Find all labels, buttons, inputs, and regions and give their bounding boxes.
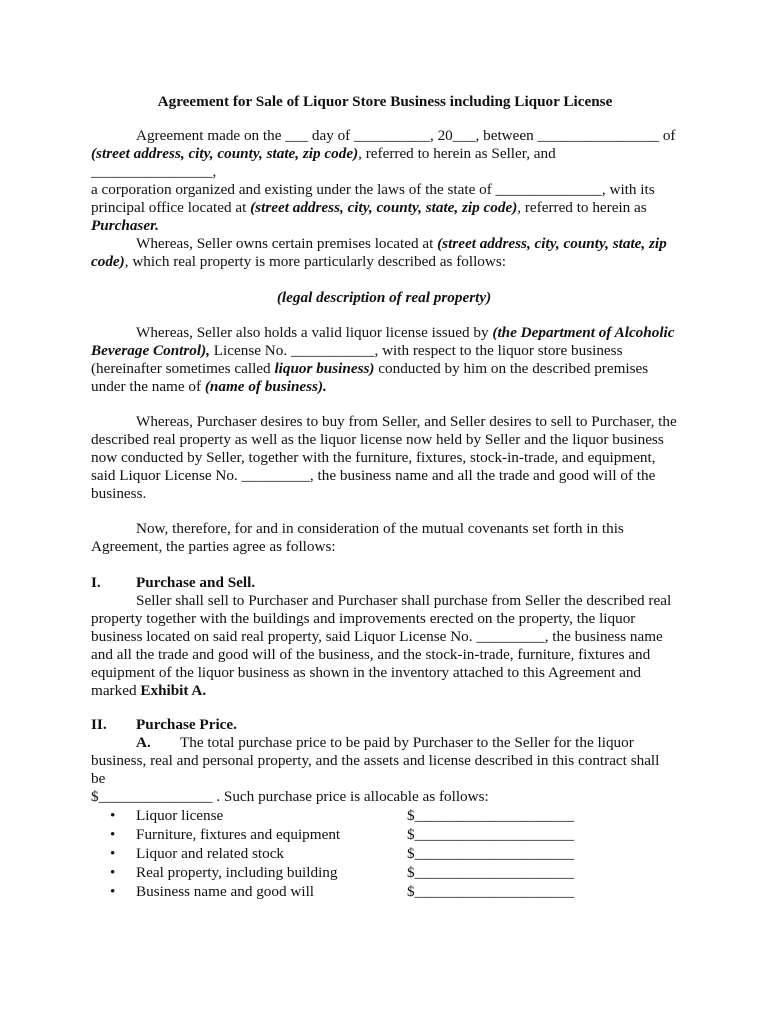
whereas-text: business. <box>91 485 147 502</box>
purchaser-term: Purchaser. <box>91 217 159 234</box>
section-1-number: I. <box>91 574 101 591</box>
section-1-text: equipment of the liquor business as shown in the inventory attached to this Agreement and <box>91 664 642 681</box>
whereas-text: under the name of <box>91 378 205 395</box>
whereas-text: conducted by him on the described premises <box>374 360 649 377</box>
intro-text: , referred to herein as <box>517 199 647 216</box>
whereas-text: , which real property is more particularly described as follows: <box>124 253 506 270</box>
bullet-icon: • <box>110 845 116 862</box>
amount-blank: $_____________________ <box>407 845 575 862</box>
whereas-license-paragraph <box>91 324 677 396</box>
intro-text: , referred to herein as Seller, and ________________, <box>91 145 556 180</box>
list-item <box>110 806 590 825</box>
section-1-body <box>91 592 677 700</box>
whereas-text: (hereinafter sometimes called <box>91 360 275 377</box>
section-1-text: and all the trade and good will of the business, and the stock-in-trade, furniture, fixtures and <box>91 646 651 663</box>
section-1-heading <box>91 574 255 592</box>
document-title: Agreement for Sale of Liquor Store Business including Liquor License <box>157 93 613 110</box>
section-2-text: $_______________ . Such purchase price is allocable as follows: <box>91 788 489 805</box>
allocation-label: Real property, including building <box>136 864 338 881</box>
allocation-label: Liquor license <box>136 807 224 824</box>
legal-description-placeholder: (legal description of real property) <box>276 289 492 306</box>
premises-address-placeholder: (street address, city, county, state, zip <box>437 235 667 252</box>
list-item <box>110 882 590 901</box>
section-1-text: Seller shall sell to Purchaser and Purchaser shall purchase from Seller the described real <box>136 592 672 609</box>
seller-address-placeholder: (street address, city, county, state, zip code) <box>91 145 359 162</box>
price-allocation-list <box>110 806 590 901</box>
bullet-icon: • <box>110 807 116 824</box>
amount-blank: $_____________________ <box>407 807 575 824</box>
section-1-title: Purchase and Sell. <box>136 574 256 591</box>
issuing-authority-placeholder: Beverage Control), <box>91 342 210 359</box>
allocation-label: Business name and good will <box>136 883 315 900</box>
business-name-placeholder: (name of business). <box>204 378 327 395</box>
whereas-text: said Liquor License No. _________, the business name and all the trade and good will of the <box>91 467 656 484</box>
premises-address-placeholder: code) <box>91 253 125 270</box>
bullet-icon: • <box>110 826 116 843</box>
section-2-title: Purchase Price. <box>136 716 237 733</box>
amount-blank: $_____________________ <box>407 883 575 900</box>
section-2-heading <box>91 716 237 734</box>
list-item <box>110 825 590 844</box>
allocation-label: Liquor and related stock <box>136 845 285 862</box>
issuing-authority-placeholder: (the Department of Alcoholic <box>492 324 675 341</box>
amount-blank: $_____________________ <box>407 864 575 881</box>
whereas-text: described real property as well as the liquor license now held by Seller and the liquor business <box>91 431 664 448</box>
subsection-a-label: A. <box>136 734 151 751</box>
intro-text: principal office located at <box>91 199 251 216</box>
purchaser-address-placeholder: (street address, city, county, state, zip code) <box>250 199 518 216</box>
section-1-text: property together with the buildings and improvements erected on the property, the liquor <box>91 610 636 627</box>
whereas-text: License No. ___________, with respect to the liquor store business <box>209 342 623 359</box>
allocation-label: Furniture, fixtures and equipment <box>136 826 341 843</box>
bullet-icon: • <box>110 864 116 881</box>
section-2-text: The total purchase price to be paid by Purchaser to the Seller for the liquor <box>180 734 634 751</box>
amount-blank: $_____________________ <box>407 826 575 843</box>
whereas-text: Whereas, Seller also holds a valid liquor license issued by <box>136 324 493 341</box>
whereas-purchase-paragraph <box>91 413 677 503</box>
exhibit-a-reference: Exhibit A. <box>140 682 207 699</box>
section-1-text: business located on said real property, said Liquor License No. _________, the business name <box>91 628 663 645</box>
section-2-body <box>91 734 677 806</box>
intro-paragraph <box>91 127 677 235</box>
intro-text: a corporation organized and existing under the laws of the state of ______________, with its <box>91 181 655 198</box>
whereas-premises-paragraph <box>91 235 677 271</box>
now-therefore-paragraph <box>91 520 677 556</box>
section-1-text: marked <box>91 682 141 699</box>
list-item <box>110 863 590 882</box>
section-2-text: business, real and personal property, and the assets and license described in this contract shall be <box>91 752 660 787</box>
liquor-business-term: liquor business) <box>274 360 375 377</box>
intro-text: Agreement made on the ___ day of __________, 20___, between ________________ of <box>136 127 676 144</box>
now-therefore-text: Now, therefore, for and in consideration of the mutual covenants set forth in this <box>136 520 624 537</box>
now-therefore-text: Agreement, the parties agree as follows: <box>91 538 336 555</box>
bullet-icon: • <box>110 883 116 900</box>
whereas-text: Whereas, Purchaser desires to buy from Seller, and Seller desires to sell to Purchaser, the <box>136 413 677 430</box>
list-item <box>110 844 590 863</box>
section-2-number: II. <box>91 716 107 733</box>
whereas-text: Whereas, Seller owns certain premises located at <box>136 235 438 252</box>
whereas-text: now conducted by Seller, together with the furniture, fixtures, stock-in-trade, and equipment, <box>91 449 656 466</box>
